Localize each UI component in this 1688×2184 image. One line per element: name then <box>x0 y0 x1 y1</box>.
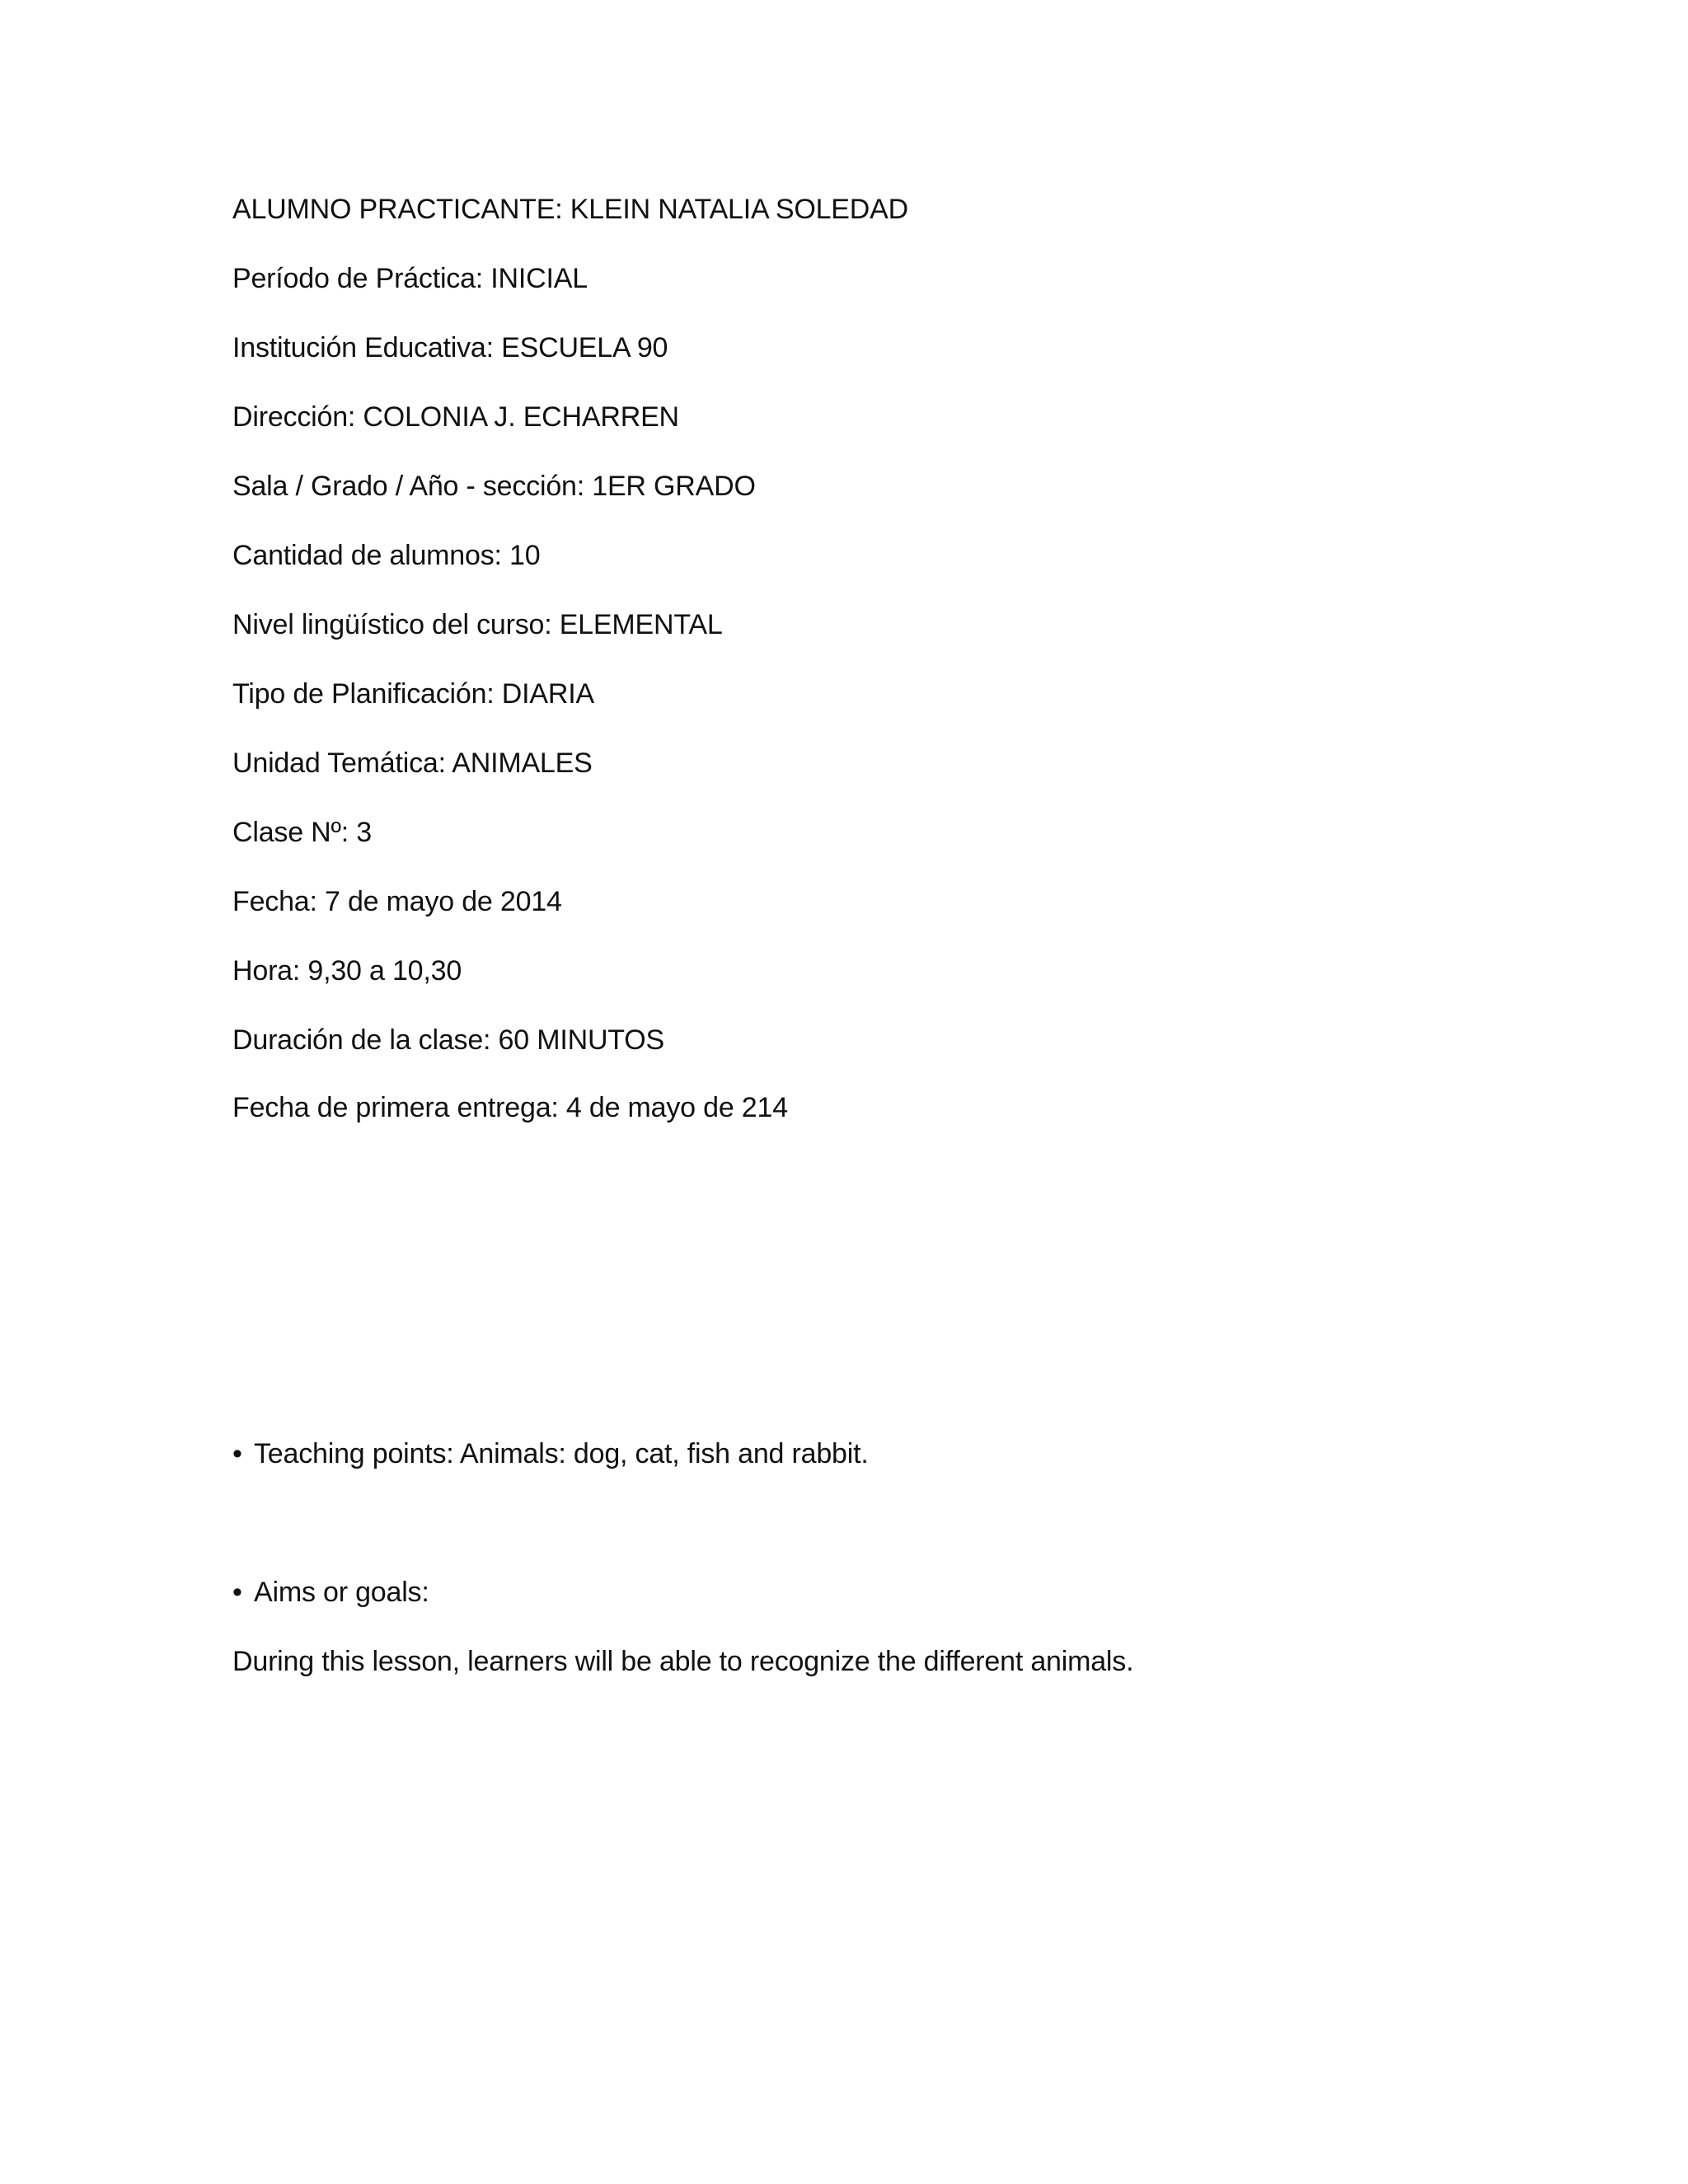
address-line: Dirección: COLONIA J. ECHARREN <box>232 401 679 433</box>
planning-type-line: Tipo de Planificación: DIARIA <box>232 678 594 710</box>
teaching-points-item <box>232 1437 869 1470</box>
duration-line: Duración de la clase: 60 MINUTOS <box>232 1024 664 1056</box>
student-count-line: Cantidad de alumnos: 10 <box>232 540 541 571</box>
institution-line: Institución Educativa: ESCUELA 90 <box>232 332 668 363</box>
bullet-marker: • <box>232 1438 242 1469</box>
class-number-line: Clase Nº: 3 <box>232 817 372 848</box>
date-line: Fecha: 7 de mayo de 2014 <box>232 886 562 917</box>
thematic-unit-line: Unidad Temática: ANIMALES <box>232 748 593 779</box>
teaching-points-text: Teaching points: Animals: dog, cat, fish and rabbit. <box>254 1438 869 1469</box>
aims-heading: Aims or goals: <box>254 1577 429 1608</box>
first-delivery-line: Fecha de primera entrega: 4 de mayo de 214 <box>232 1092 788 1123</box>
student-name-line: ALUMNO PRACTICANTE: KLEIN NATALIA SOLEDAD <box>232 194 908 225</box>
aims-item <box>232 1576 429 1609</box>
grade-section-line: Sala / Grado / Año - sección: 1ER GRADO <box>232 471 756 502</box>
time-line: Hora: 9,30 a 10,30 <box>232 955 462 987</box>
language-level-line: Nivel lingüístico del curso: ELEMENTAL <box>232 609 723 640</box>
aims-text: During this lesson, learners will be able to recognize the different animals. <box>232 1646 1134 1677</box>
bullet-marker: • <box>232 1577 242 1608</box>
practice-period-line: Período de Práctica: INICIAL <box>232 263 588 294</box>
